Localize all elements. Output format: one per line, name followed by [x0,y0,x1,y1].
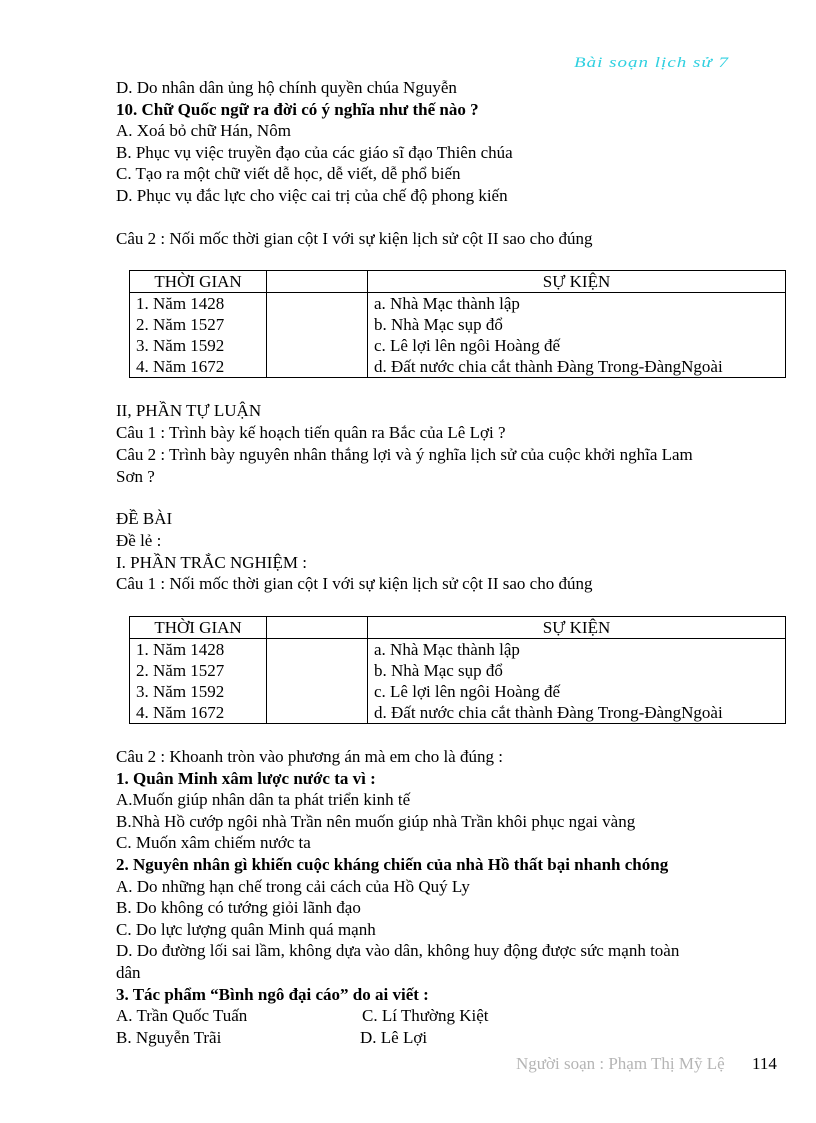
cau2-instruction-top: Câu 2 : Nối mốc thời gian cột I với sự kiện lịch sử cột II sao cho đúng [116,229,593,248]
time-cell: 3. Năm 1592 [130,335,267,356]
de-le-label: Đề lẻ : [116,531,162,550]
table-row [130,660,786,681]
event-cell: c. Lê lợi lên ngôi Hoàng đế [368,335,786,356]
col-header-time: THỜI GIAN [130,617,267,639]
question-heading: 10. Chữ Quốc ngữ ra đời có ý nghĩa như thế nào ? [116,99,479,119]
question-heading: 1. Quân Minh xâm lược nước ta vì : [116,768,376,788]
blank-cell [267,335,368,356]
event-cell: b. Nhà Mạc sụp đổ [368,314,786,335]
text-line: D. Phục vụ đắc lực cho việc cai trị của chế độ phong kiến [116,186,508,205]
col-header-blank [267,271,368,293]
time-cell: 2. Năm 1527 [130,660,267,681]
col-header-time: THỜI GIAN [130,271,267,293]
blank-cell [267,293,368,315]
text-line: B. Do không có tướng giỏi lãnh đạo [116,898,361,918]
text-line: D. Do nhân dân ủng hộ chính quyền chúa Nguyễn [116,78,457,97]
text-line: C. Muốn xâm chiếm nước ta [116,833,311,853]
col-header-blank [267,617,368,639]
time-cell: 3. Năm 1592 [130,681,267,702]
text-line: D. Do đường lối sai lầm, không dựa vào dân, không huy động được sức mạnh toàn [116,941,680,961]
event-cell: a. Nhà Mạc thành lập [368,639,786,661]
question-heading: 3. Tác phẩm “Bình ngô đại cáo” do ai viết : [116,984,429,1004]
footer-author: Người soạn : Phạm Thị Mỹ Lệ [516,1054,725,1073]
event-cell: d. Đất nước chia cắt thành Đàng Trong-ĐàngNgoài [368,356,786,378]
event-cell: c. Lê lợi lên ngôi Hoàng đế [368,681,786,702]
table-row [130,639,786,661]
text-line: C. Do lực lượng quân Minh quá mạnh [116,919,376,939]
text-line: C. Tạo ra một chữ viết dễ học, dễ viết, dễ phổ biến [116,164,461,184]
question-heading: 2. Nguyên nhân gì khiến cuộc kháng chiến của nhà Hồ thất bại nhanh chóng [116,855,669,874]
time-cell: 4. Năm 1672 [130,702,267,724]
table-row [130,293,786,315]
table-row [130,356,786,378]
q3-option-c: C. Lí Thường Kiệt [362,1006,489,1025]
tu-luan-q1: Câu 1 : Trình bày kế hoạch tiến quân ra Bắc của Lê Lợi ? [116,423,506,442]
time-cell: 2. Năm 1527 [130,314,267,335]
tu-luan-q2-line2: Sơn ? [116,467,155,486]
cau1-instruction: Câu 1 : Nối mốc thời gian cột I với sự kiện lịch sử cột II sao cho đúng [116,574,593,593]
watermark: Bài soạn lịch sử 7 [574,54,730,71]
time-cell: 4. Năm 1672 [130,356,267,378]
text-line: B. Phục vụ việc truyền đạo của các giáo sĩ đạo Thiên chúa [116,142,513,162]
event-cell: a. Nhà Mạc thành lập [368,293,786,315]
table-row [130,681,786,702]
time-cell: 1. Năm 1428 [130,293,267,315]
blank-cell [267,660,368,681]
matching-table-1 [129,270,786,378]
text-line: B.Nhà Hồ cướp ngôi nhà Trần nên muốn giúp nhà Trần khôi phục ngai vàng [116,811,636,831]
part1-heading: I. PHẦN TRẮC NGHIỆM : [116,553,307,572]
table-row [130,314,786,335]
matching-table-2 [129,616,786,724]
page-number: 114 [752,1054,777,1073]
event-cell: b. Nhà Mạc sụp đổ [368,660,786,681]
tu-luan-q2-line1: Câu 2 : Trình bày nguyên nhân thắng lợi và ý nghĩa lịch sử của cuộc khởi nghĩa Lam [116,445,693,464]
q3-option-a: A. Trần Quốc Tuấn [116,1006,248,1025]
text-line: A.Muốn giúp nhân dân ta phát triển kinh tế [116,790,411,810]
blank-cell [267,639,368,661]
col-header-event: SỰ KIỆN [368,271,786,293]
time-cell: 1. Năm 1428 [130,639,267,661]
q3-option-b: B. Nguyễn Trãi [116,1028,222,1047]
q3-option-d: D. Lê Lợi [360,1028,428,1047]
text-line: Câu 2 : Khoanh tròn vào phương án mà em cho là đúng : [116,747,503,766]
blank-cell [267,702,368,724]
blank-cell [267,356,368,378]
text-line: A. Xoá bỏ chữ Hán, Nôm [116,121,291,141]
event-cell: d. Đất nước chia cắt thành Đàng Trong-ĐàngNgoài [368,702,786,724]
table-row [130,702,786,724]
table-row [130,335,786,356]
blank-cell [267,314,368,335]
blank-cell [267,681,368,702]
de-bai-title: ĐỀ BÀI [116,509,173,528]
text-line: dân [116,963,141,982]
text-line: A. Do những hạn chế trong cải cách của Hồ Quý Ly [116,876,470,896]
col-header-event: SỰ KIỆN [368,617,786,639]
tu-luan-heading: II, PHẦN TỰ LUẬN [116,401,262,420]
